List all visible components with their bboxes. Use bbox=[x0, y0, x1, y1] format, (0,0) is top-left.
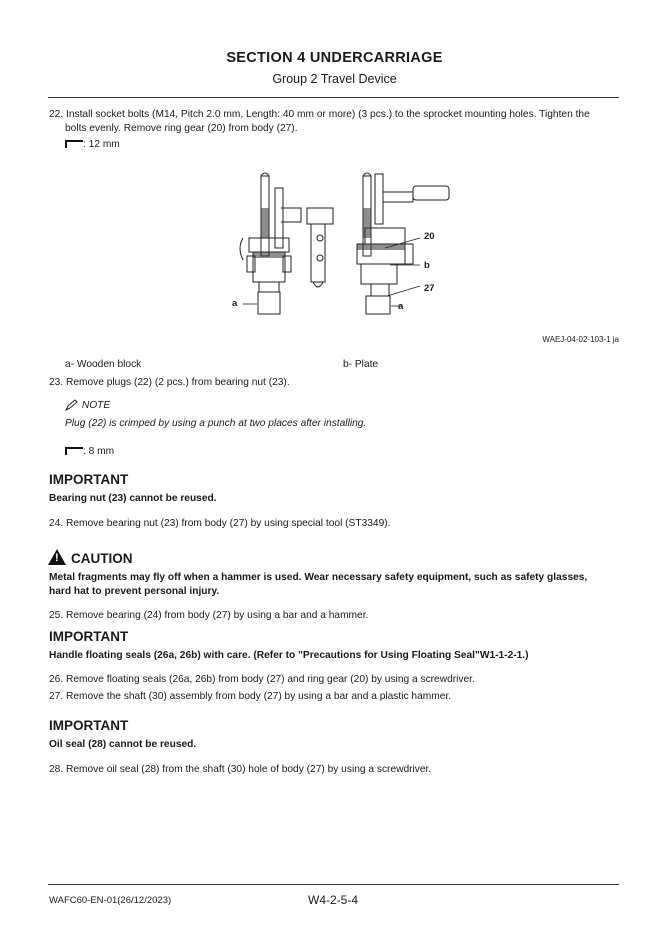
callout-20: 20 bbox=[424, 231, 435, 242]
wrench-size-8 bbox=[65, 445, 114, 459]
note-label: NOTE bbox=[81, 400, 111, 411]
callout-27: 27 bbox=[424, 283, 435, 294]
hex-wrench-icon bbox=[65, 140, 83, 148]
step-27: 27. Remove the shaft (30) assembly from body (27) by using a bar and a plastic hammer. bbox=[49, 691, 452, 702]
important-heading-3: IMPORTANT bbox=[49, 718, 129, 733]
important-text-1: Bearing nut (23) cannot be reused. bbox=[49, 493, 217, 504]
travel-device-figure bbox=[225, 168, 455, 318]
caution-heading: CAUTION bbox=[71, 551, 133, 566]
doc-id: WAFC60-EN-01(26/12/2023) bbox=[49, 895, 172, 906]
callout-a-right: a bbox=[398, 301, 404, 312]
right-wooden-block bbox=[366, 296, 390, 314]
caution-line2: hard hat to prevent personal injury. bbox=[49, 586, 220, 597]
legend-b: b- Plate bbox=[343, 359, 379, 370]
section-title: SECTION 4 UNDERCARRIAGE bbox=[226, 50, 443, 66]
step-24: 24. Remove bearing nut (23) from body (27) by using special tool (ST3349). bbox=[49, 518, 391, 529]
figure-id: WAEJ-04-02-103-1 ja bbox=[542, 335, 619, 344]
important-text-2: Handle floating seals (26a, 26b) with care. (Refer to "Precautions for Using Floating Seal"W1-1-2-1.) bbox=[49, 650, 529, 661]
important-heading-1: IMPORTANT bbox=[49, 472, 129, 487]
wrench-size-8-label: : 8 mm bbox=[83, 446, 115, 457]
page-number: W4-2-5-4 bbox=[308, 893, 359, 907]
footer-rule bbox=[48, 884, 619, 885]
group-title: Group 2 Travel Device bbox=[272, 72, 397, 86]
legend-a: a- Wooden block bbox=[65, 359, 142, 370]
caution-line1: Metal fragments may fly off when a hammer is used. Wear necessary safety equipment, such as safety glasses, bbox=[49, 572, 588, 583]
step-25: 25. Remove bearing (24) from body (27) by using a bar and a hammer. bbox=[49, 610, 369, 621]
hex-wrench-icon bbox=[65, 447, 83, 455]
wrench-size-12 bbox=[65, 138, 120, 152]
note-block bbox=[65, 399, 110, 413]
important-text-3: Oil seal (28) cannot be reused. bbox=[49, 739, 197, 750]
step-26: 26. Remove floating seals (26a, 26b) from body (27) and ring gear (20) by using a screwdriver. bbox=[49, 674, 475, 685]
important-heading-2: IMPORTANT bbox=[49, 629, 129, 644]
callout-a-left: a bbox=[232, 298, 238, 309]
pencil-note-icon bbox=[65, 399, 79, 411]
callout-b: b bbox=[424, 260, 430, 271]
shaft bbox=[311, 224, 325, 282]
step-28: 28. Remove oil seal (28) from the shaft (30) hole of body (27) by using a screwdriver. bbox=[49, 764, 432, 775]
left-wooden-block bbox=[258, 292, 280, 314]
caution-warning-icon: ! bbox=[48, 548, 68, 566]
note-text: Plug (22) is crimped by using a punch at two places after installing. bbox=[65, 418, 367, 429]
header-rule bbox=[48, 97, 619, 98]
wrench-size-12-label: : 12 mm bbox=[83, 139, 120, 150]
step-22-line2: bolts evenly. Remove ring gear (20) from body (27). bbox=[65, 123, 298, 134]
step-23: 23. Remove plugs (22) (2 pcs.) from bearing nut (23). bbox=[49, 377, 290, 388]
ratchet-handle bbox=[413, 186, 449, 200]
step-22-line1: 22. Install socket bolts (M14, Pitch 2.0 mm, Length: 40 mm or more) (3 pcs.) to the sprocket mounting holes. Tighten the bbox=[49, 109, 590, 120]
